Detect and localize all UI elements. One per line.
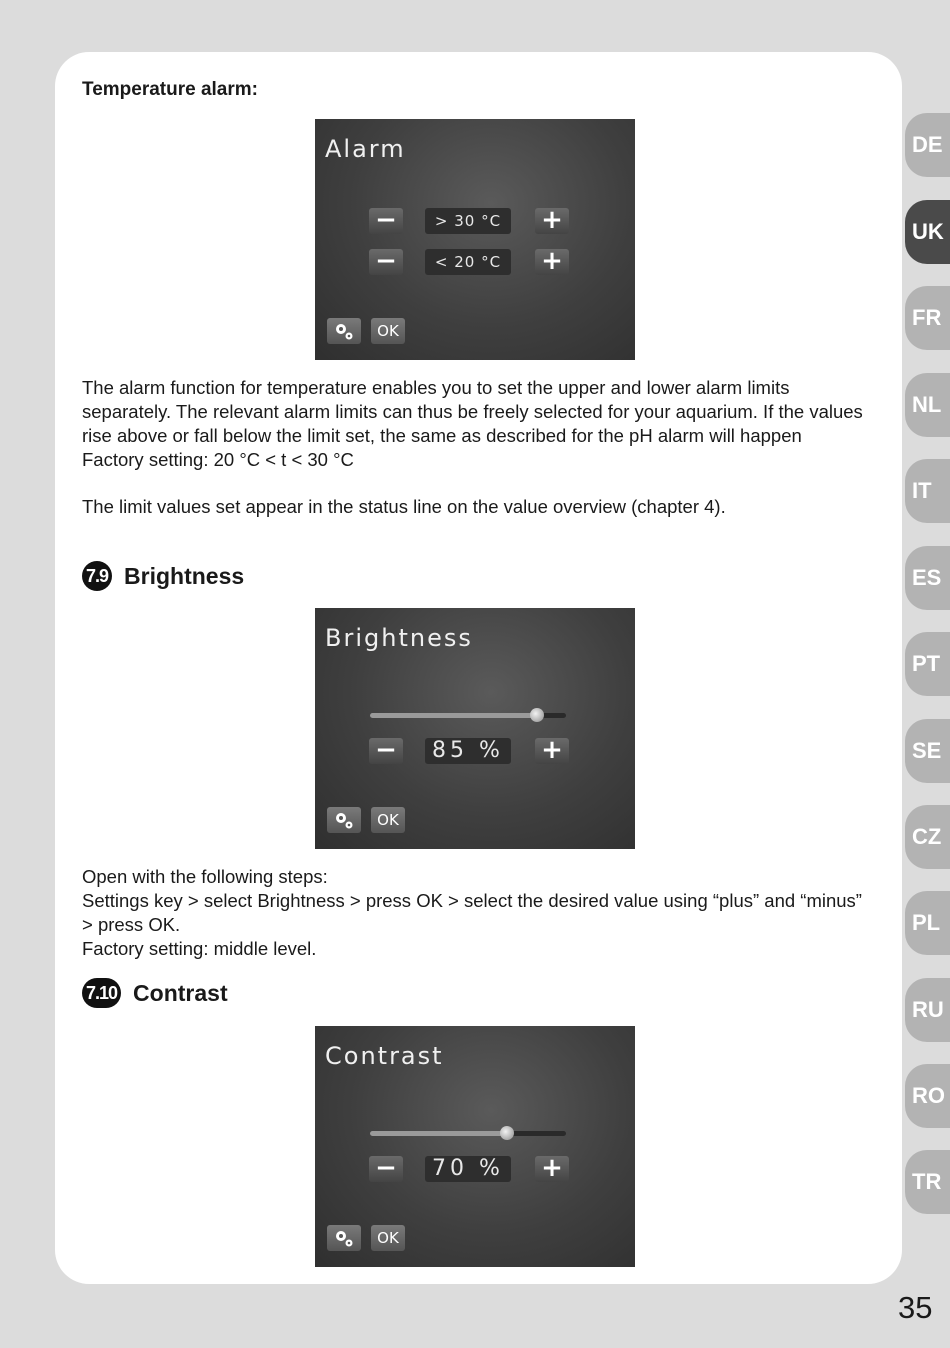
ok-button[interactable]: OK xyxy=(371,1225,405,1251)
contrast-value: 70 % xyxy=(425,1156,511,1182)
lang-tab-uk[interactable]: UK xyxy=(905,200,950,264)
brightness-slider[interactable] xyxy=(370,713,566,718)
brightness-open-steps-intro: Open with the following steps: xyxy=(82,866,328,887)
contrast-slider-fill xyxy=(370,1131,507,1136)
alarm-description xyxy=(82,376,872,519)
alarm-screen-title: Alarm xyxy=(325,135,406,163)
settings-key-button[interactable] xyxy=(327,318,361,344)
contrast-screen-title: Contrast xyxy=(325,1042,444,1070)
contrast-minus-button[interactable]: − xyxy=(369,1156,403,1182)
contrast-slider[interactable] xyxy=(370,1131,566,1136)
contrast-heading xyxy=(82,978,228,1008)
lang-tab-ru[interactable]: RU xyxy=(905,978,950,1042)
lang-tab-nl[interactable]: NL xyxy=(905,373,950,437)
alarm-limit-note: The limit values set appear in the status line on the value overview (chapter 4). xyxy=(82,496,726,517)
upper-limit-value: > 30 °C xyxy=(425,208,511,234)
settings-key-button[interactable] xyxy=(327,807,361,833)
lang-tab-es[interactable]: ES xyxy=(905,546,950,610)
contrast-plus-button[interactable]: + xyxy=(535,1156,569,1182)
temperature-alarm-label: Temperature alarm: xyxy=(82,79,258,100)
chapter-badge: 7.10 xyxy=(82,978,121,1008)
contrast-slider-knob[interactable] xyxy=(500,1126,514,1140)
lower-plus-button[interactable]: + xyxy=(535,249,569,275)
page-number: 35 xyxy=(898,1290,933,1325)
brightness-heading xyxy=(82,561,244,591)
brightness-slider-fill xyxy=(370,713,537,718)
lang-tab-it[interactable]: IT xyxy=(905,459,950,523)
brightness-plus-button[interactable]: + xyxy=(535,738,569,764)
upper-plus-button[interactable]: + xyxy=(535,208,569,234)
lang-tab-tr[interactable]: TR xyxy=(905,1150,950,1214)
lang-tab-ro[interactable]: RO xyxy=(905,1064,950,1128)
gear-icon xyxy=(327,1225,361,1251)
lower-limit-value: < 20 °C xyxy=(425,249,511,275)
lang-tab-pt[interactable]: PT xyxy=(905,632,950,696)
contrast-title: Contrast xyxy=(133,979,228,1006)
alarm-screen xyxy=(315,119,635,360)
chapter-badge: 7.9 xyxy=(82,561,112,591)
gear-icon xyxy=(327,807,361,833)
alarm-factory-setting: Factory setting: 20 °C < t < 30 °C xyxy=(82,449,354,470)
ok-button[interactable]: OK xyxy=(371,318,405,344)
brightness-value: 85 % xyxy=(425,738,511,764)
brightness-open-steps: Settings key > select Brightness > press OK > select the desired value using “plus” and “minus” > press OK. xyxy=(82,890,862,935)
lower-minus-button[interactable]: − xyxy=(369,249,403,275)
lang-tab-se[interactable]: SE xyxy=(905,719,950,783)
brightness-screen-title: Brightness xyxy=(325,624,473,652)
lang-tab-pl[interactable]: PL xyxy=(905,891,950,955)
upper-minus-button[interactable]: − xyxy=(369,208,403,234)
lang-tab-cz[interactable]: CZ xyxy=(905,805,950,869)
brightness-minus-button[interactable]: − xyxy=(369,738,403,764)
contrast-screen xyxy=(315,1026,635,1267)
ok-button[interactable]: OK xyxy=(371,807,405,833)
brightness-screen xyxy=(315,608,635,849)
settings-key-button[interactable] xyxy=(327,1225,361,1251)
alarm-paragraph: The alarm function for temperature enables you to set the upper and lower alarm limits separately. The relevant alarm limits can thus be freely selected for your aquarium. If the values rise above or fall below the limit set, the same as described for the pH alarm will happen xyxy=(82,377,863,446)
lang-tab-fr[interactable]: FR xyxy=(905,286,950,350)
brightness-title: Brightness xyxy=(124,562,245,589)
brightness-factory-setting: Factory setting: middle level. xyxy=(82,938,317,959)
lang-tab-de[interactable]: DE xyxy=(905,113,950,177)
gear-icon xyxy=(327,318,361,344)
brightness-slider-knob[interactable] xyxy=(530,708,544,722)
brightness-description xyxy=(82,865,872,961)
